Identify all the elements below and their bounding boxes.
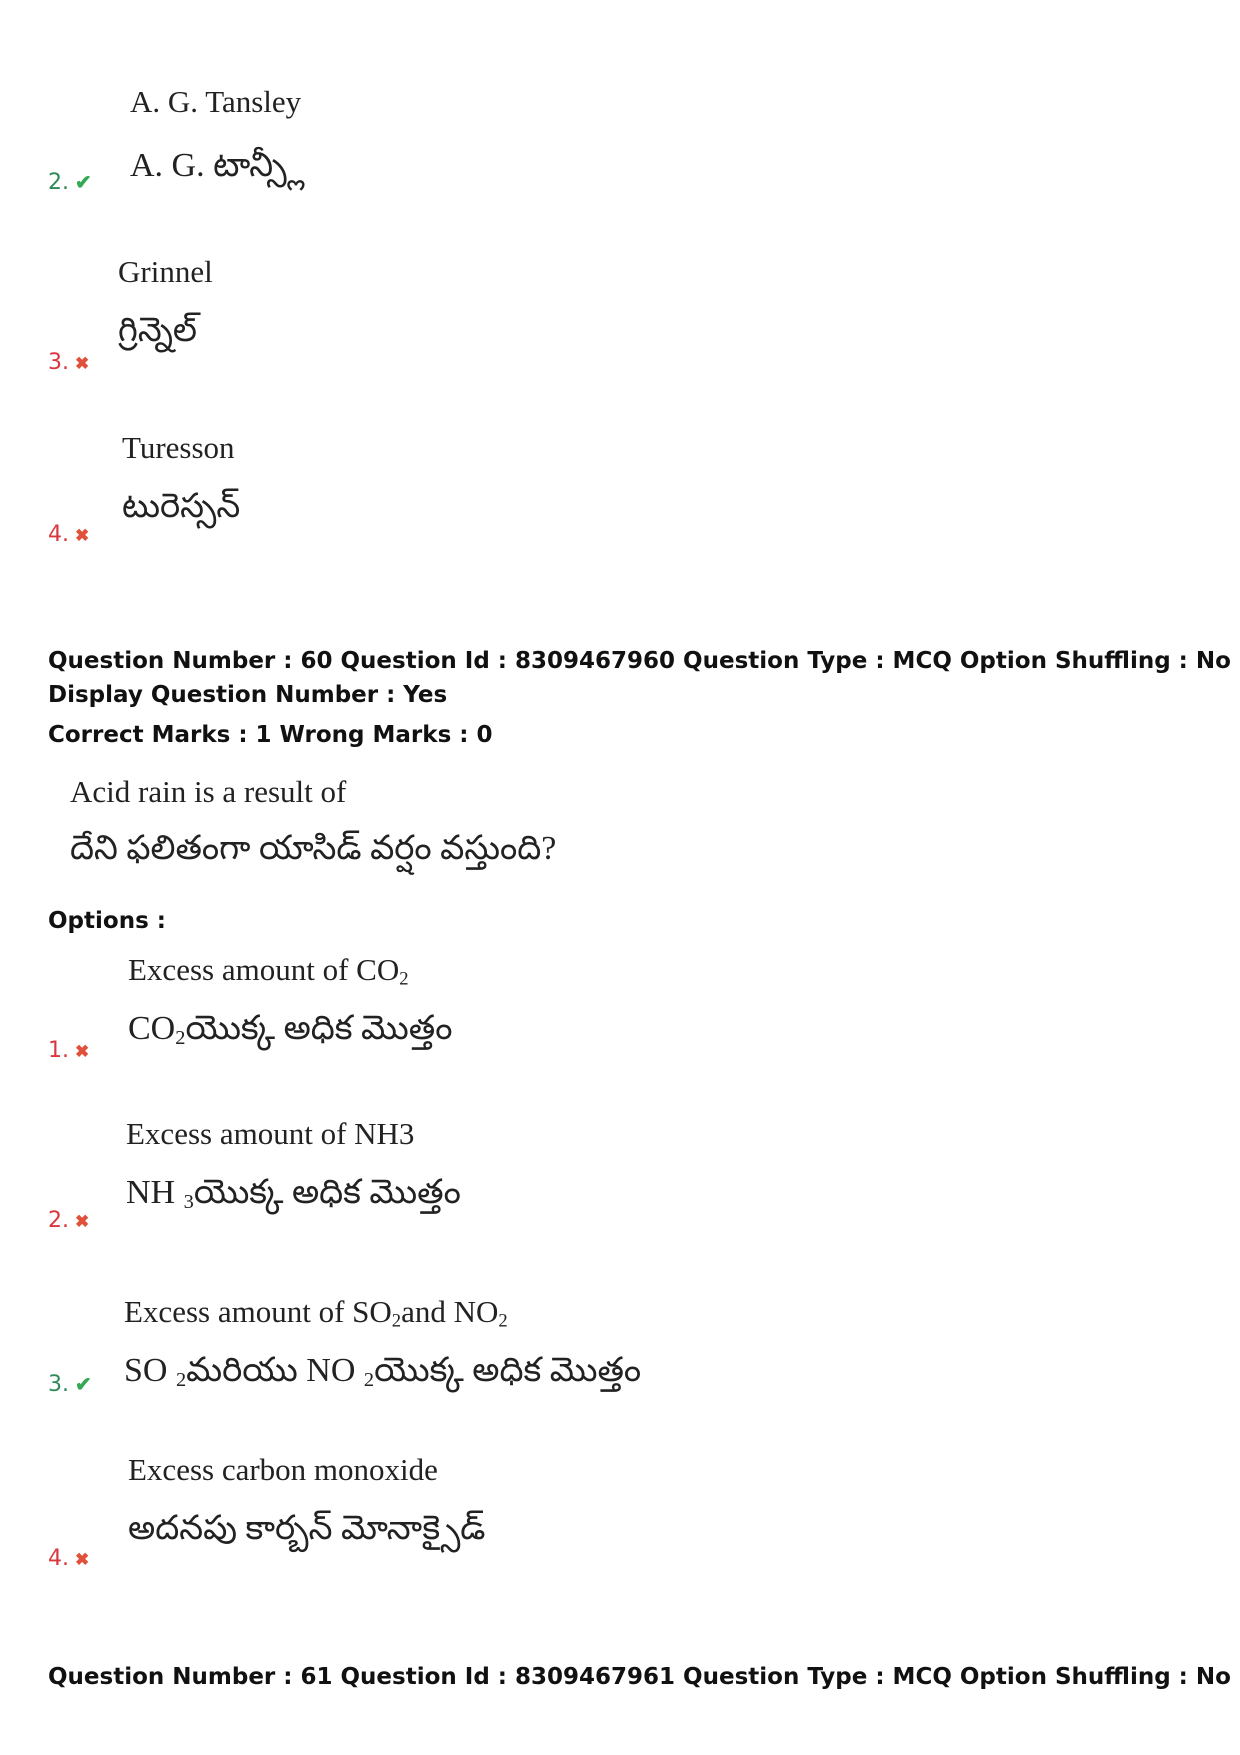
option-number: 4. [48, 522, 69, 547]
prev-option-4-telugu: టురెస్సన్ [122, 488, 241, 525]
prev-option-3-english: Grinnel [118, 254, 213, 289]
question-60-meta-line2: Display Question Number : Yes [48, 682, 448, 708]
option-1-marker [48, 1038, 89, 1063]
option-number: 3. [48, 350, 69, 375]
question-60-meta-line1: Question Number : 60 Question Id : 8309467960 Question Type : MCQ Option Shuffling : No [48, 648, 1231, 674]
option-4-marker [48, 1546, 89, 1571]
prev-option-2-telugu: A. G. టాన్స్లీ [130, 147, 305, 184]
cross-icon: ✖ [75, 1042, 90, 1061]
option-2-marker [48, 1208, 89, 1233]
option-4-english: Excess carbon monoxide [128, 1452, 438, 1487]
option-3-english: Excess amount of $SO_2and$ $NO_2$ [124, 1294, 508, 1332]
question-60-text-english: Acid rain is a result of [70, 774, 347, 809]
option-2-telugu: NH $_3$యొక్క అధిక మొత్తం [126, 1174, 461, 1214]
option-number: 2. [48, 170, 69, 195]
option-4-telugu: అదనపు కార్బన్ మోనాక్సైడ్ [128, 1510, 486, 1547]
cross-icon: ✖ [75, 354, 90, 373]
prev-option-2-english: A. G. Tansley [130, 84, 302, 119]
prev-option-4-english: Turesson [122, 430, 235, 465]
option-number: 2. [48, 1208, 69, 1233]
cross-icon: ✖ [75, 1550, 90, 1569]
option-number: 3. [48, 1372, 69, 1397]
prev-option-4-marker [48, 522, 89, 547]
cross-icon: ✖ [75, 526, 90, 545]
question-61-meta-line1: Question Number : 61 Question Id : 8309467961 Question Type : MCQ Option Shuffling : No [48, 1664, 1231, 1690]
check-icon: ✔ [75, 1374, 92, 1396]
question-60-marks: Correct Marks : 1 Wrong Marks : 0 [48, 722, 493, 748]
prev-option-3-telugu: గ్రిన్నెల్ [118, 312, 197, 349]
prev-option-2-marker [48, 170, 92, 195]
option-2-english: Excess amount of NH3 [126, 1116, 415, 1151]
option-number: 4. [48, 1546, 69, 1571]
option-1-english: Excess amount of $CO_2$ [128, 952, 409, 990]
option-number: 1. [48, 1038, 69, 1063]
option-3-marker [48, 1372, 92, 1397]
check-icon: ✔ [75, 172, 92, 194]
option-1-telugu: $CO_2యొక్క$ అధిక మొత్తం [128, 1010, 453, 1050]
option-3-telugu: SO $_2$మరియు NO $_2$యొక్క అధిక మొత్తం [124, 1352, 642, 1392]
cross-icon: ✖ [75, 1212, 90, 1231]
options-label: Options : [48, 908, 166, 934]
prev-option-3-marker [48, 350, 89, 375]
question-60-text-telugu: దేని ఫలితంగా యాసిడ్ వర్షం వస్తుంది? [70, 830, 557, 867]
